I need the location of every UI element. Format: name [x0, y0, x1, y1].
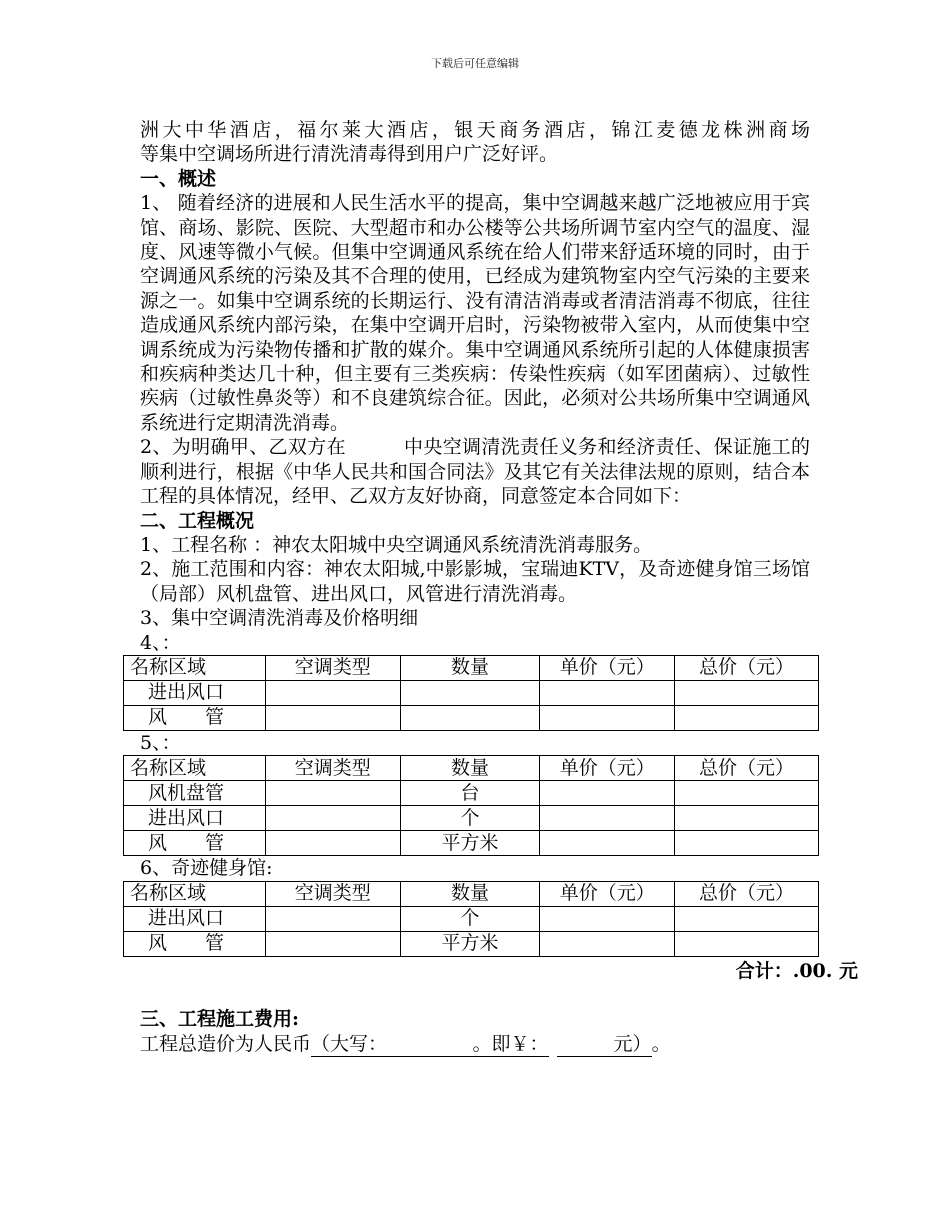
header-cell: 空调类型: [265, 881, 400, 906]
table-cell: [675, 906, 819, 931]
section-1-para-1: 1、 随着经济的进展和人民生活水平的提高，集中空调越来越广泛地被应用于宾馆、商场、影院、医院、大型超市和办公楼等公共场所调节室内空气的温度、湿度、风速等微小气候。但集中空调通风系统在给人们带来舒适环境的同时，由于空调通风系统的污染及其不合理的使用，已经成为建筑物室内空气污染的主要来源之一。如集中空调系统的长期运行、没有清洁消毒或者清洁消毒不彻底，往往造成通风系统内部污染，在集中空调开启时，污染物被带入室内，从而使集中空调系统成为污染物传播和扩散的媒介。集中空调通风系统所引起的人体健康损害和疾病种类达几十种，但主要有三类疾病：传染性疾病（如军团菌病）、过敏性疾病（过敏性鼻炎等）和不良建筑综合征。因此，必须对公共场所集中空调通风系统进行定期清洗消毒。: [140, 192, 810, 434]
table-4-label: 4、：: [140, 631, 181, 654]
table-row: [124, 931, 819, 956]
table-cell: 风 管: [124, 831, 266, 856]
table-cell: [265, 781, 400, 806]
table-row: [124, 705, 819, 730]
table-row: [124, 831, 819, 856]
table-cell: [540, 906, 675, 931]
price-table-6: [123, 881, 819, 957]
table-cell: [265, 831, 400, 856]
section-2-title: 二、工程概况: [140, 509, 255, 532]
section-1-para-2: 2、为明确甲、乙双方在 中央空调清洗责任义务和经济责任、保证施工的顺利进行，根据《中华人民共和国合同法》及其它有关法律法规的原则，结合本工程的具体情况，经甲、乙双方友好协商，同意签定本合同如下：: [140, 436, 810, 508]
table-row: [124, 806, 819, 831]
header-cell: 空调类型: [265, 655, 400, 680]
header-cell: 单价（元）: [540, 756, 675, 781]
header-cell: 单价（元）: [540, 655, 675, 680]
table-header-row: [124, 655, 819, 680]
section-3-title: 三、工程施工费用:: [140, 1008, 300, 1031]
grand-total: 合计：.00. 元: [735, 959, 858, 982]
table-cell: [675, 680, 819, 705]
header-cell: 数量: [400, 655, 540, 680]
table-header-row: [124, 756, 819, 781]
cost-end: 。: [651, 1032, 671, 1055]
header-cell: 总价（元）: [675, 881, 819, 906]
section-2-item-3: 3、集中空调清洗消毒及价格明细: [140, 607, 419, 630]
table-header-row: [124, 881, 819, 906]
document-body: [130, 118, 858, 1057]
section-2-item-1: 1、工程名称 ：神农太阳城中央空调通风系统清洗消毒服务。: [140, 533, 653, 556]
table-cell: [540, 781, 675, 806]
section-3-cost-line: [140, 1032, 810, 1057]
table-cell: 风 管: [124, 931, 266, 956]
table-cell: [675, 831, 819, 856]
table-cell: [400, 680, 540, 705]
cost-mid: 。即￥：: [473, 1032, 549, 1057]
section-1-title: 一、概述: [140, 167, 217, 190]
table-cell: 进出风口: [124, 806, 266, 831]
table-cell: 平方米: [400, 931, 540, 956]
table-cell: 台: [400, 781, 540, 806]
table-row: [124, 781, 819, 806]
intro-line-2: 等集中空调场所进行清洗清毒得到用户广泛好评。: [140, 143, 559, 166]
header-cell: 数量: [400, 881, 540, 906]
amount-num-field: 元）: [557, 1032, 652, 1057]
table-6-label: 6、奇迹健身馆:: [140, 857, 273, 880]
table-row: [124, 906, 819, 931]
table-row: [124, 680, 819, 705]
header-cell: 名称区域: [124, 655, 266, 680]
table-cell: [675, 705, 819, 730]
table-cell: 风 管: [124, 705, 266, 730]
table-cell: 进出风口: [124, 680, 266, 705]
page-header-note: 下载后可任意编辑: [431, 57, 519, 70]
section-2-item-2: 2、施工范围和内容：神农太阳城,中影影城，宝瑞迪KTV，及奇迹健身馆三场馆（局部）风机盘管、进出风口，风管进行清洗消毒。: [140, 558, 810, 605]
table-cell: [265, 806, 400, 831]
intro-line-1: 洲大中华酒店，福尔莱大酒店，银天商务酒店，锦江麦德龙株洲商场: [140, 119, 810, 141]
header-cell: 单价（元）: [540, 881, 675, 906]
header-cell: 名称区域: [124, 881, 266, 906]
table-cell: [675, 781, 819, 806]
table-cell: [675, 931, 819, 956]
header-cell: 数量: [400, 756, 540, 781]
table-cell: [265, 906, 400, 931]
table-cell: [540, 705, 675, 730]
header-cell: 空调类型: [265, 756, 400, 781]
header-cell: 总价（元）: [675, 655, 819, 680]
header-cell: 总价（元）: [675, 756, 819, 781]
table-cell: [400, 705, 540, 730]
table-cell: 平方米: [400, 831, 540, 856]
table-cell: [540, 831, 675, 856]
cost-prefix: 工程总造价为人民币: [140, 1032, 312, 1055]
table-cell: [265, 931, 400, 956]
table-cell: [540, 680, 675, 705]
price-table-5: [123, 755, 819, 856]
header-cell: 名称区域: [124, 756, 266, 781]
table-cell: 个: [400, 906, 540, 931]
table-cell: 风机盘管: [124, 781, 266, 806]
table-cell: 个: [400, 806, 540, 831]
amount-cn-field: （大写：: [311, 1032, 473, 1057]
table-5-label: 5、：: [140, 731, 181, 754]
table-cell: [675, 806, 819, 831]
table-cell: [540, 931, 675, 956]
table-cell: 进出风口: [124, 906, 266, 931]
table-cell: [265, 705, 400, 730]
table-cell: [540, 806, 675, 831]
price-table-4: [123, 655, 819, 731]
table-cell: [265, 680, 400, 705]
